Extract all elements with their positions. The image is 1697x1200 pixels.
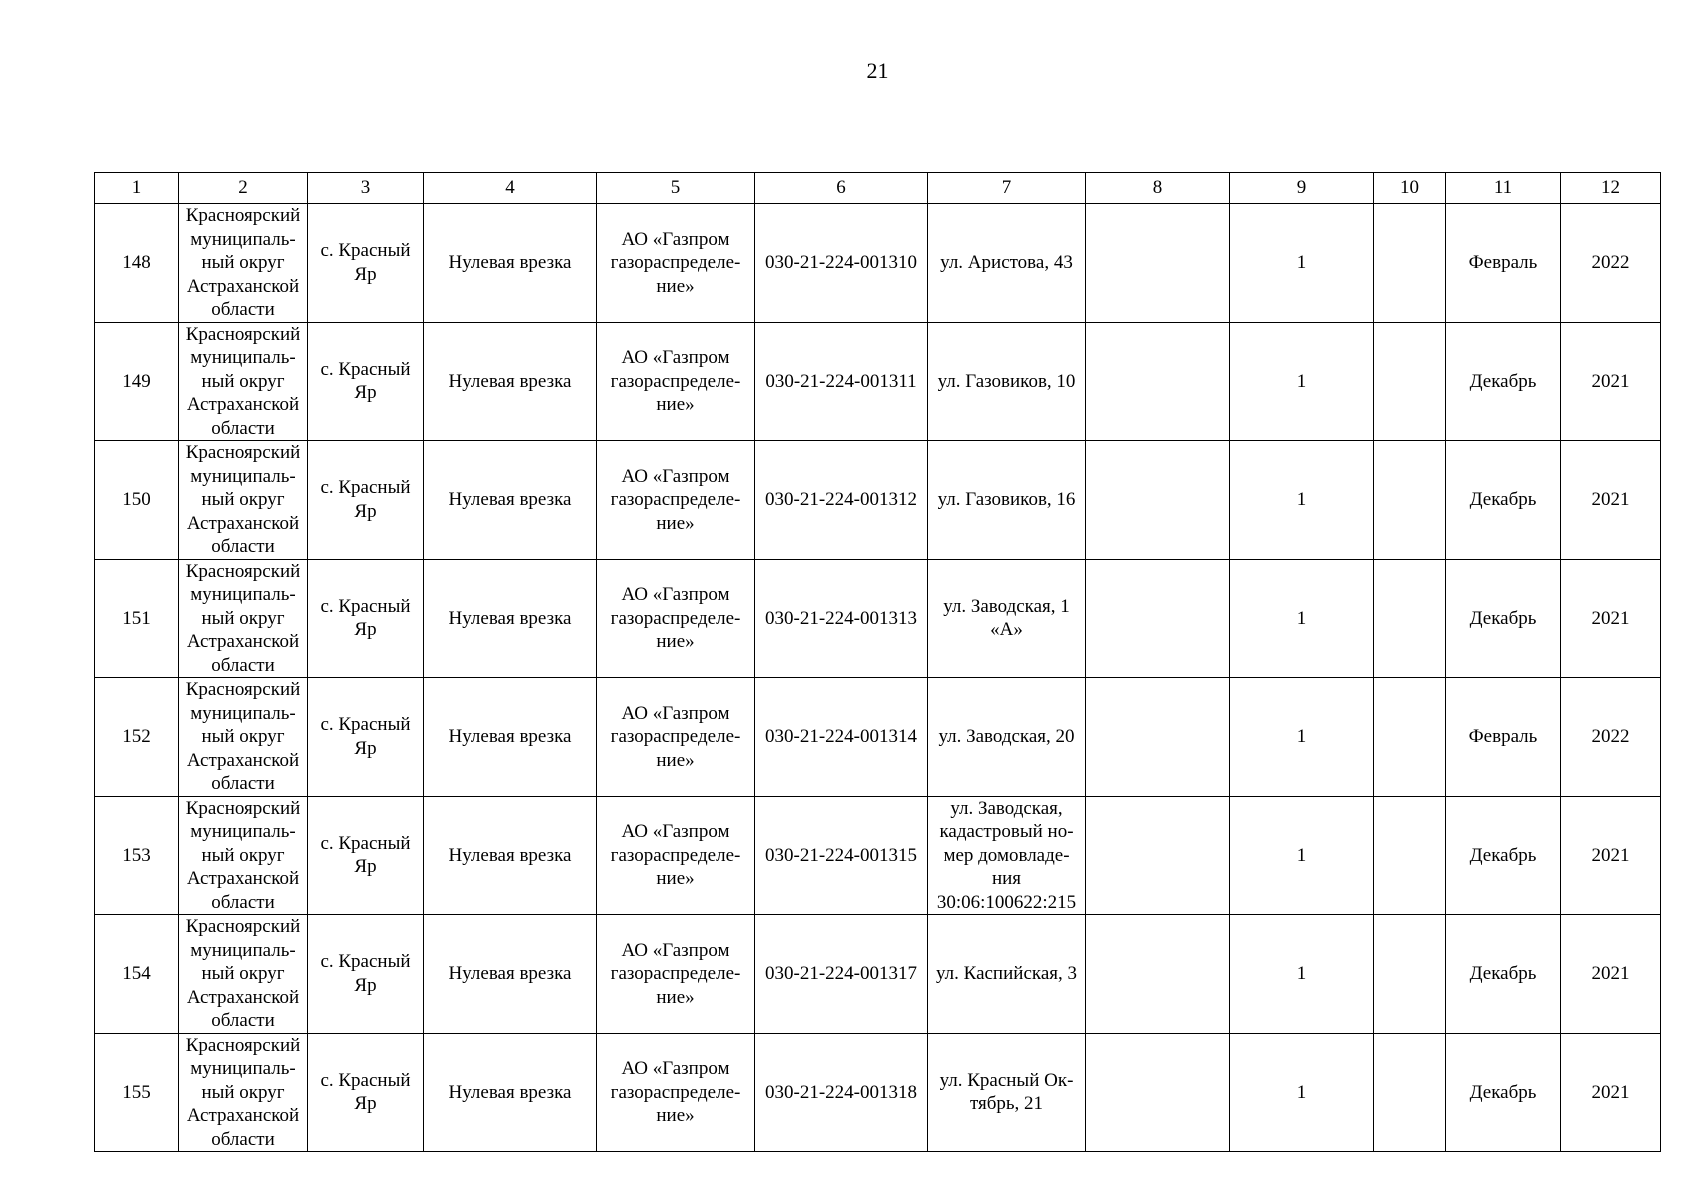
- address-text: ул. Каспийская, 3: [936, 963, 1077, 984]
- object-code-text: 030-21-224-001310: [765, 252, 917, 273]
- district-text: Красноярский муниципаль- ный округ Астраханской области: [185, 560, 301, 676]
- table-row: [95, 678, 1661, 797]
- year-cell: [1561, 559, 1661, 678]
- row-number-text: 152: [122, 726, 151, 747]
- village-text: с. Красный Яр: [320, 358, 411, 404]
- column-10-cell: [1374, 559, 1446, 678]
- work-type-text: Нулевая врезка: [448, 489, 572, 510]
- object-code-text: 030-21-224-001318: [765, 1081, 917, 1103]
- quantity-cell: [1230, 322, 1374, 441]
- address-text: ул. Заводская, 1 «А»: [943, 595, 1070, 641]
- work-type-text: Нулевая врезка: [448, 726, 572, 747]
- object-code-text: 030-21-224-001315: [765, 844, 917, 866]
- table-body: [95, 173, 1661, 1152]
- work-type-text: Нулевая врезка: [448, 252, 572, 273]
- quantity-text: 1: [1296, 726, 1307, 747]
- header-cell: 7: [928, 173, 1086, 204]
- year-text: 2021: [1591, 607, 1630, 629]
- object-code-cell: [755, 322, 928, 441]
- organization-cell: [597, 678, 755, 797]
- village-cell: [308, 1033, 424, 1152]
- row-number-cell: [95, 322, 179, 441]
- address-text: ул. Газовиков, 16: [937, 489, 1076, 510]
- object-code-cell: [755, 1033, 928, 1152]
- month-text: Декабрь: [1469, 489, 1537, 510]
- row-number-cell: [95, 559, 179, 678]
- header-cell: 4: [424, 173, 597, 204]
- district-text: Красноярский муниципаль- ный округ Астраханской области: [185, 1034, 301, 1150]
- work-type-cell: [424, 915, 597, 1034]
- month-cell: [1446, 322, 1561, 441]
- district-text: Красноярский муниципаль- ный округ Астраханской области: [185, 916, 301, 1031]
- year-text: 2021: [1591, 963, 1630, 984]
- work-type-cell: [424, 796, 597, 915]
- address-text: ул. Заводская, 20: [938, 726, 1075, 747]
- year-cell: [1561, 441, 1661, 560]
- row-number-cell: [95, 1033, 179, 1152]
- object-code-cell: [755, 796, 928, 915]
- quantity-cell: [1230, 559, 1374, 678]
- month-text: Февраль: [1468, 726, 1538, 747]
- district-text: Красноярский муниципаль- ный округ Астраханской области: [185, 442, 301, 557]
- quantity-cell: [1230, 441, 1374, 560]
- year-text: 2021: [1591, 370, 1630, 392]
- column-8-cell: [1086, 322, 1230, 441]
- address-cell: [928, 441, 1086, 560]
- row-number-text: 155: [122, 1081, 151, 1103]
- work-type-text: Нулевая врезка: [448, 1081, 572, 1103]
- district-text: Красноярский муниципаль- ный округ Астраханской области: [185, 797, 301, 913]
- quantity-text: 1: [1296, 370, 1307, 392]
- month-text: Декабрь: [1469, 844, 1537, 866]
- row-number-cell: [95, 915, 179, 1034]
- page-number: 21: [866, 58, 889, 83]
- year-cell: [1561, 1033, 1661, 1152]
- row-number-cell: [95, 796, 179, 915]
- quantity-cell: [1230, 796, 1374, 915]
- year-text: 2021: [1591, 1081, 1630, 1103]
- object-code-text: 030-21-224-001311: [765, 370, 917, 392]
- district-cell: [179, 796, 308, 915]
- district-cell: [179, 559, 308, 678]
- year-cell: [1561, 204, 1661, 323]
- address-cell: [928, 559, 1086, 678]
- header-cell: 10: [1374, 173, 1446, 204]
- quantity-cell: [1230, 1033, 1374, 1152]
- month-cell: [1446, 796, 1561, 915]
- table-row: [95, 796, 1661, 915]
- organization-text: АО «Газпром газораспределе- ние»: [610, 1058, 741, 1126]
- organization-text: АО «Газпром газораспределе- ние»: [610, 584, 741, 652]
- organization-text: АО «Газпром газораспределе- ние»: [610, 228, 741, 297]
- year-cell: [1561, 796, 1661, 915]
- row-number-cell: [95, 441, 179, 560]
- village-cell: [308, 678, 424, 797]
- year-text: 2022: [1591, 252, 1630, 273]
- address-cell: [928, 1033, 1086, 1152]
- month-cell: [1446, 678, 1561, 797]
- column-10-cell: [1374, 441, 1446, 560]
- quantity-text: 1: [1296, 252, 1307, 273]
- column-8-cell: [1086, 204, 1230, 323]
- header-cell: 3: [308, 173, 424, 204]
- row-number-text: 154: [122, 963, 151, 984]
- work-type-text: Нулевая врезка: [448, 963, 572, 984]
- address-text: ул. Газовиков, 10: [937, 370, 1076, 392]
- village-text: с. Красный Яр: [320, 595, 411, 641]
- quantity-cell: [1230, 915, 1374, 1034]
- data-table: [94, 172, 1661, 1152]
- organization-cell: [597, 559, 755, 678]
- column-10-cell: [1374, 204, 1446, 323]
- work-type-cell: [424, 559, 597, 678]
- district-cell: [179, 1033, 308, 1152]
- village-text: с. Красный Яр: [320, 714, 411, 759]
- address-cell: [928, 915, 1086, 1034]
- village-text: с. Красный Яр: [320, 240, 411, 285]
- header-cell: 5: [597, 173, 755, 204]
- column-8-cell: [1086, 915, 1230, 1034]
- village-cell: [308, 441, 424, 560]
- month-cell: [1446, 915, 1561, 1034]
- column-8-cell: [1086, 678, 1230, 797]
- work-type-cell: [424, 678, 597, 797]
- district-text: Красноярский муниципаль- ный округ Астраханской области: [185, 205, 301, 320]
- work-type-cell: [424, 441, 597, 560]
- village-cell: [308, 559, 424, 678]
- address-text: ул. Красный Ок- тябрь, 21: [939, 1069, 1074, 1115]
- village-cell: [308, 204, 424, 323]
- year-cell: [1561, 915, 1661, 1034]
- month-cell: [1446, 559, 1561, 678]
- address-cell: [928, 204, 1086, 323]
- row-number-text: 148: [122, 252, 151, 273]
- organization-cell: [597, 796, 755, 915]
- quantity-text: 1: [1296, 844, 1307, 866]
- object-code-cell: [755, 204, 928, 323]
- quantity-text: 1: [1296, 1081, 1307, 1103]
- column-8-cell: [1086, 796, 1230, 915]
- object-code-cell: [755, 915, 928, 1034]
- village-text: с. Красный Яр: [320, 1069, 411, 1115]
- column-10-cell: [1374, 796, 1446, 915]
- district-text: Красноярский муниципаль- ный округ Астраханской области: [185, 323, 301, 439]
- header-cell: 11: [1446, 173, 1561, 204]
- organization-text: АО «Газпром газораспределе- ние»: [610, 465, 741, 534]
- quantity-cell: [1230, 678, 1374, 797]
- year-cell: [1561, 678, 1661, 797]
- village-text: с. Красный Яр: [320, 951, 411, 996]
- district-text: Красноярский муниципаль- ный округ Астраханской области: [185, 679, 301, 794]
- month-text: Декабрь: [1469, 963, 1537, 984]
- district-cell: [179, 441, 308, 560]
- column-8-cell: [1086, 1033, 1230, 1152]
- district-cell: [179, 915, 308, 1034]
- work-type-text: Нулевая врезка: [448, 844, 572, 866]
- row-number-text: 153: [122, 844, 151, 866]
- quantity-text: 1: [1296, 963, 1307, 984]
- organization-text: АО «Газпром газораспределе- ние»: [610, 939, 741, 1008]
- table-row: [95, 1033, 1661, 1152]
- address-cell: [928, 796, 1086, 915]
- table-row: [95, 915, 1661, 1034]
- work-type-cell: [424, 1033, 597, 1152]
- district-cell: [179, 322, 308, 441]
- year-text: 2021: [1591, 844, 1630, 866]
- month-text: Февраль: [1468, 252, 1538, 273]
- organization-text: АО «Газпром газораспределе- ние»: [610, 821, 741, 889]
- village-cell: [308, 796, 424, 915]
- district-cell: [179, 204, 308, 323]
- row-number-text: 151: [122, 607, 151, 629]
- table-row: [95, 322, 1661, 441]
- month-text: Декабрь: [1469, 607, 1537, 629]
- month-cell: [1446, 1033, 1561, 1152]
- village-text: с. Красный Яр: [320, 832, 411, 878]
- column-10-cell: [1374, 915, 1446, 1034]
- row-number-cell: [95, 204, 179, 323]
- organization-cell: [597, 1033, 755, 1152]
- organization-text: АО «Газпром газораспределе- ние»: [610, 702, 741, 771]
- work-type-cell: [424, 322, 597, 441]
- table-row: [95, 204, 1661, 323]
- header-cell: 6: [755, 173, 928, 204]
- column-8-cell: [1086, 441, 1230, 560]
- object-code-cell: [755, 559, 928, 678]
- header-cell: 12: [1561, 173, 1661, 204]
- header-cell: 2: [179, 173, 308, 204]
- header-cell: 8: [1086, 173, 1230, 204]
- object-code-text: 030-21-224-001312: [765, 489, 917, 510]
- header-cell: 1: [95, 173, 179, 204]
- village-cell: [308, 322, 424, 441]
- row-number-text: 149: [122, 370, 151, 392]
- village-text: с. Красный Яр: [320, 477, 411, 522]
- table-row: [95, 441, 1661, 560]
- object-code-text: 030-21-224-001314: [765, 726, 917, 747]
- row-number-text: 150: [122, 489, 151, 510]
- object-code-cell: [755, 678, 928, 797]
- header-row: [95, 173, 1661, 204]
- organization-cell: [597, 204, 755, 323]
- organization-text: АО «Газпром газораспределе- ние»: [610, 347, 741, 415]
- column-8-cell: [1086, 559, 1230, 678]
- work-type-text: Нулевая врезка: [448, 370, 572, 392]
- object-code-text: 030-21-224-001313: [765, 607, 917, 629]
- table-row: [95, 559, 1661, 678]
- year-cell: [1561, 322, 1661, 441]
- month-cell: [1446, 441, 1561, 560]
- column-10-cell: [1374, 1033, 1446, 1152]
- work-type-text: Нулевая врезка: [448, 607, 572, 629]
- year-text: 2021: [1591, 489, 1630, 510]
- object-code-text: 030-21-224-001317: [765, 963, 917, 984]
- address-text: ул. Аристова, 43: [940, 252, 1073, 273]
- quantity-cell: [1230, 204, 1374, 323]
- column-10-cell: [1374, 678, 1446, 797]
- organization-cell: [597, 441, 755, 560]
- address-cell: [928, 678, 1086, 797]
- organization-cell: [597, 915, 755, 1034]
- row-number-cell: [95, 678, 179, 797]
- header-cell: 9: [1230, 173, 1374, 204]
- work-type-cell: [424, 204, 597, 323]
- address-text: ул. Заводская, кадастровый но- мер домовладе- ния 30:06:100622:215: [936, 797, 1077, 913]
- address-cell: [928, 322, 1086, 441]
- month-text: Декабрь: [1469, 1081, 1537, 1103]
- district-cell: [179, 678, 308, 797]
- column-10-cell: [1374, 322, 1446, 441]
- object-code-cell: [755, 441, 928, 560]
- organization-cell: [597, 322, 755, 441]
- quantity-text: 1: [1296, 489, 1307, 510]
- quantity-text: 1: [1296, 607, 1307, 629]
- year-text: 2022: [1591, 726, 1630, 747]
- village-cell: [308, 915, 424, 1034]
- month-text: Декабрь: [1469, 370, 1537, 392]
- month-cell: [1446, 204, 1561, 323]
